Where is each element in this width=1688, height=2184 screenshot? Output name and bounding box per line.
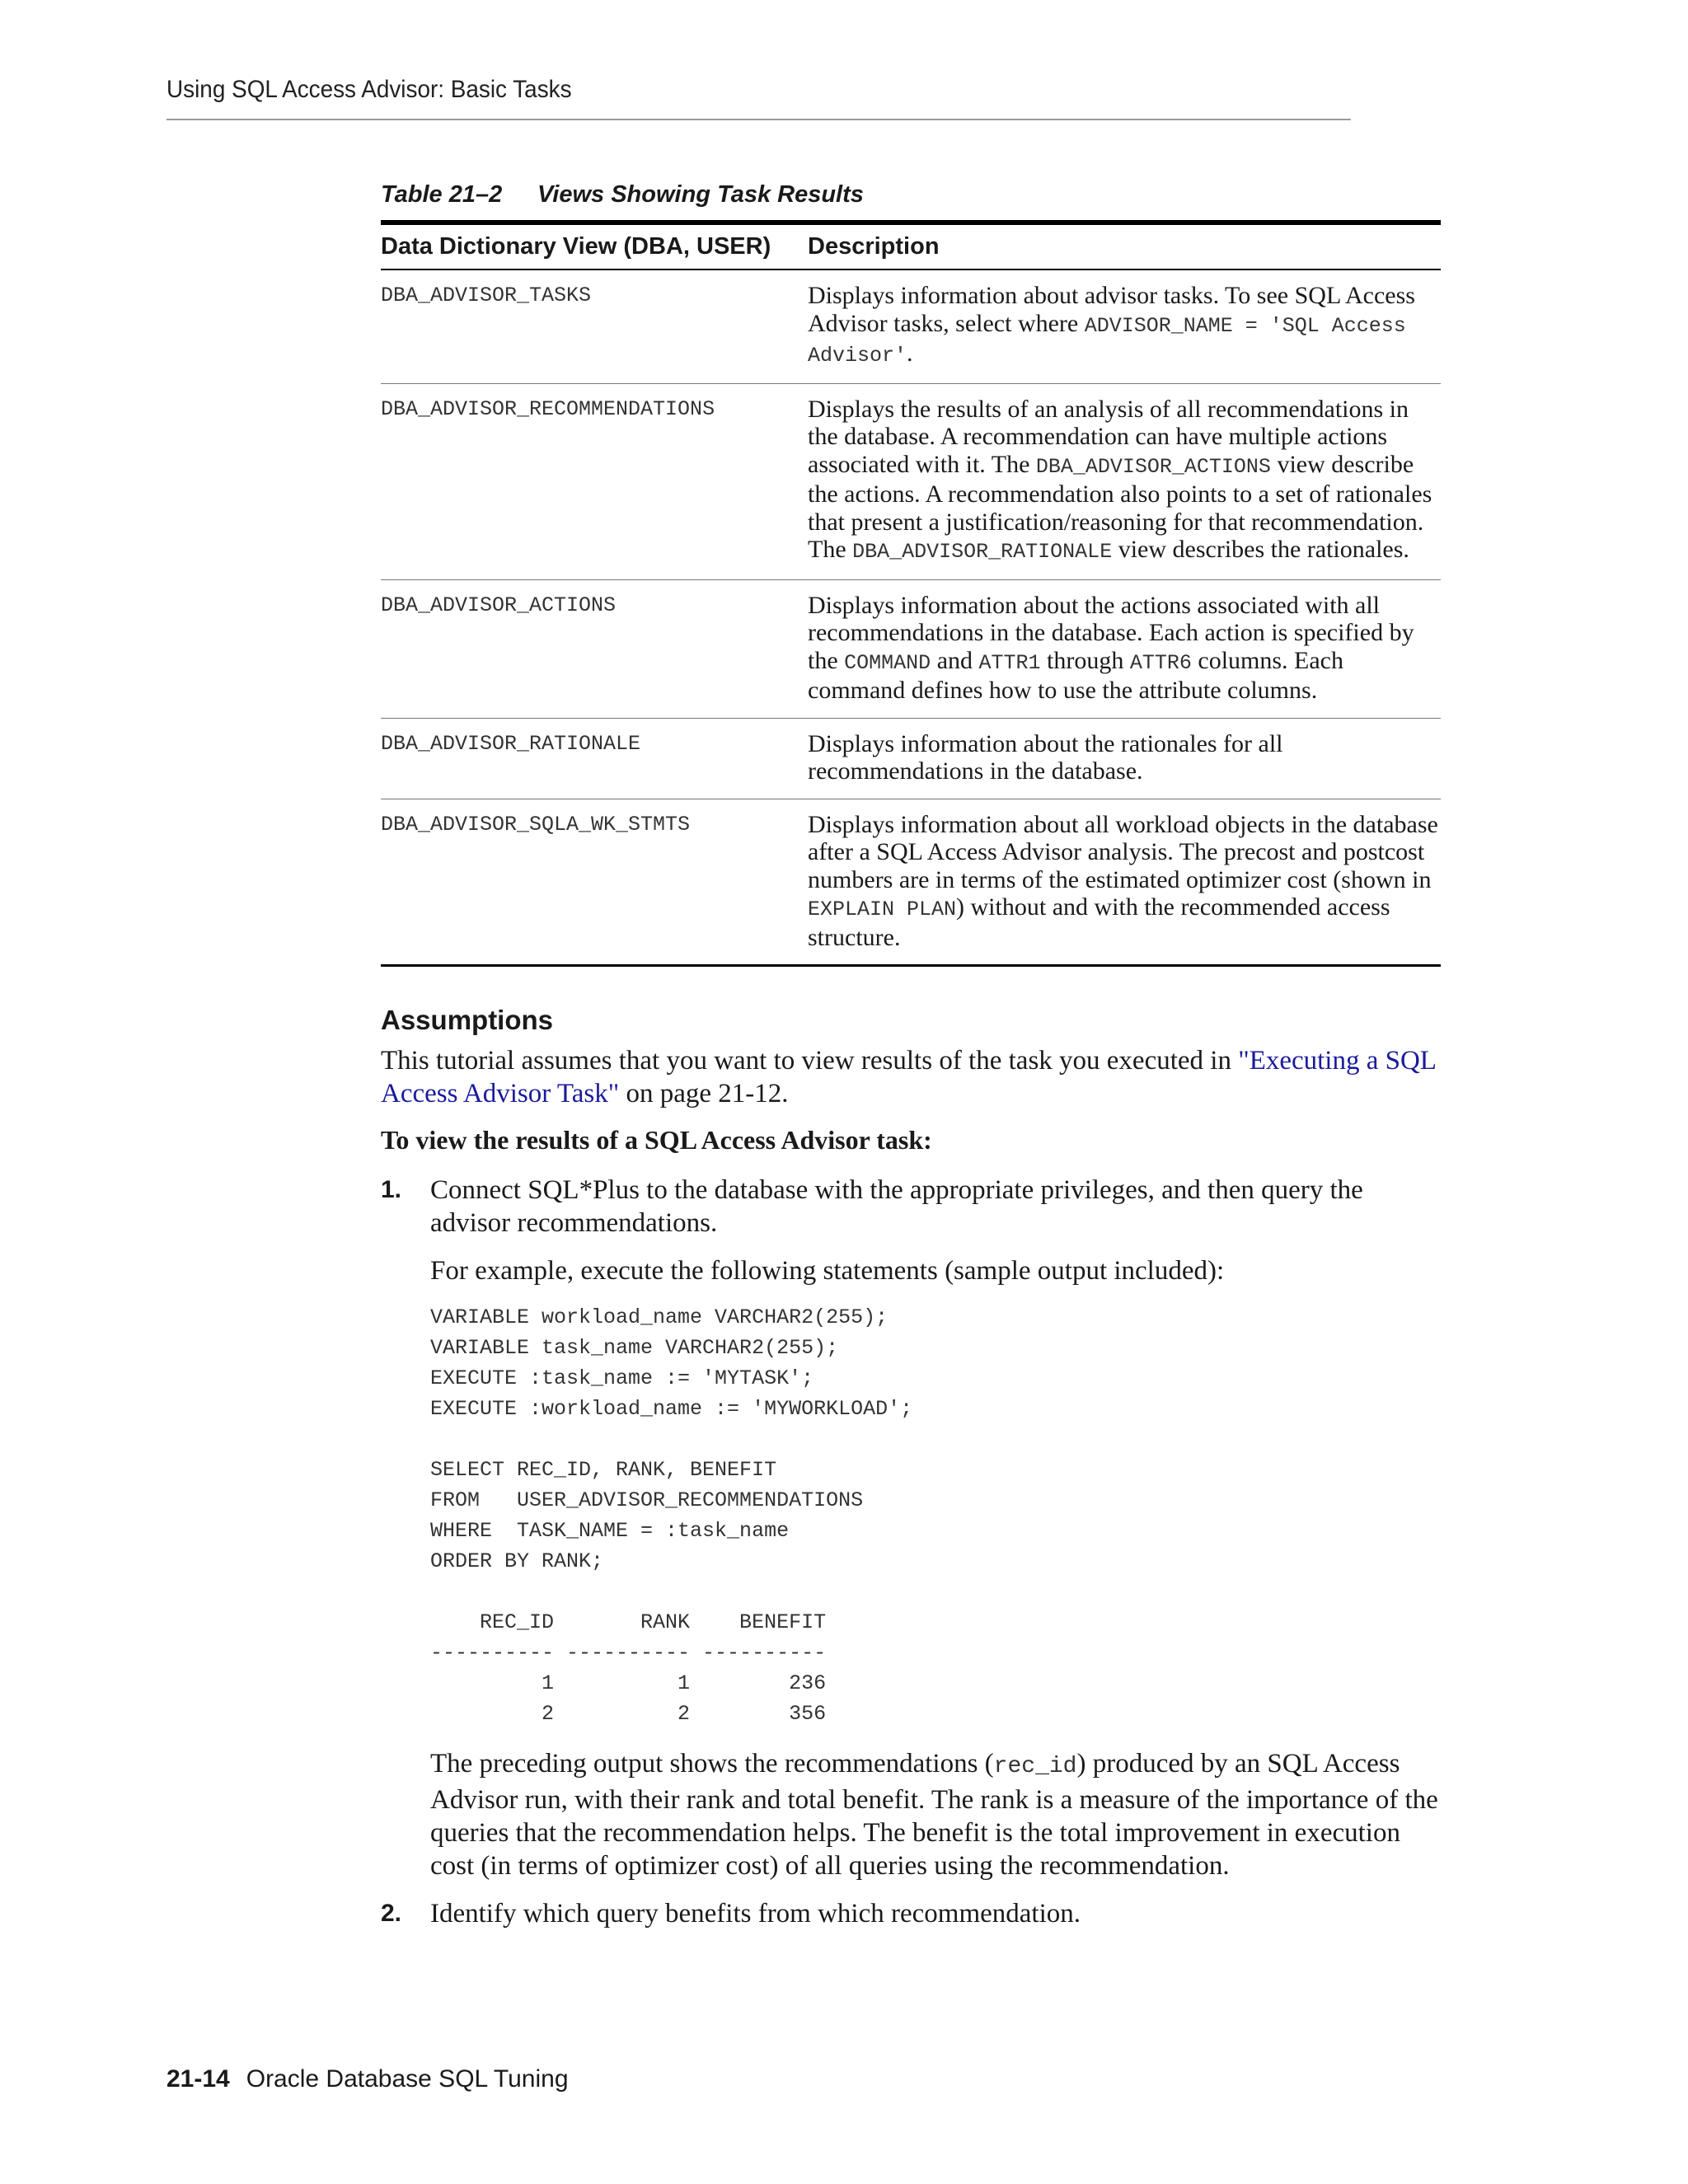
assumptions-paragraph — [381, 1044, 1441, 1110]
explanation-text: The preceding output shows the recommendations ( — [430, 1749, 994, 1779]
output-explanation — [430, 1747, 1441, 1882]
explanation-text: ) produced by an SQL Access Advisor run, with their rank and total benefit. The rank is a measure of the importance of the queries that the recommendation helps. The benefit is the total improvement in execution cost (in terms of optimizer cost) of all queries using the recommendation. — [430, 1749, 1438, 1881]
view-name: DBA_ADVISOR_SQLA_WK_STMTS — [381, 812, 691, 837]
desc-code: ATTR6 — [1129, 650, 1192, 675]
assumptions-heading: Assumptions — [381, 1005, 554, 1035]
view-name: DBA_ADVISOR_TASKS — [381, 269, 808, 383]
table-row — [381, 718, 1441, 799]
view-name: DBA_ADVISOR_RATIONALE — [381, 718, 808, 799]
running-footer — [166, 2065, 569, 2093]
column-header-description: Description — [808, 223, 1441, 269]
desc-code: ADVISOR_NAME = 'SQL Access Advisor' — [808, 313, 1406, 368]
desc-code: EXPLAIN PLAN — [808, 898, 957, 921]
procedure-title: To view the results of a SQL Access Advisor task: — [381, 1125, 932, 1155]
running-header: Using SQL Access Advisor: Basic Tasks — [166, 76, 1351, 120]
inline-code: rec_id — [993, 1754, 1077, 1779]
desc-text: Displays the results of an analysis of all recommendations in the database. A recommendation can have multiple actions associated with it. The — [808, 395, 1409, 478]
desc-text: . — [907, 340, 913, 367]
assumptions-text: This tutorial assumes that you want to view results of the task you executed in — [381, 1046, 1239, 1076]
assumptions-text: on page 21-12. — [619, 1079, 789, 1108]
table-number: Table 21–2 — [381, 181, 503, 208]
table-row — [381, 383, 1441, 579]
desc-text: Displays information about all workload objects in the database after a SQL Access Advisor analysis. The precost and postcost numbers are in terms of the estimated optimizer cost (shown in — [808, 810, 1438, 893]
views-table — [381, 220, 1441, 967]
page-content — [381, 181, 1441, 1945]
step-number: 1. — [381, 1176, 402, 1203]
view-description — [808, 269, 1441, 383]
desc-text: and — [931, 646, 979, 674]
column-header-view: Data Dictionary View (DBA, USER) — [381, 223, 808, 269]
page-number: 21-14 — [166, 2065, 230, 2093]
table-row — [381, 269, 1441, 383]
step-text: Connect SQL*Plus to the database with the appropriate privileges, and then query the advisor recommendations. — [430, 1175, 1363, 1238]
example-intro: For example, execute the following statements (sample output included): — [430, 1256, 1225, 1286]
view-description — [808, 579, 1441, 718]
desc-code: DBA_ADVISOR_ACTIONS — [1035, 454, 1271, 479]
view-description — [808, 718, 1441, 799]
table-row — [381, 799, 1441, 966]
desc-text: view describes the rationales. — [1112, 536, 1409, 563]
desc-text: ) without and with the recommended access structure. — [808, 893, 1390, 951]
desc-text: view describe the actions. A recommendation also points to a set of rationales that present a justification/reasoning for that recommendation. The — [808, 450, 1432, 563]
desc-code: DBA_ADVISOR_RATIONALE — [852, 540, 1113, 564]
step-text: Identify which query benefits from which recommendation. — [430, 1899, 1081, 1929]
step-1 — [381, 1174, 1441, 1240]
view-name: DBA_ADVISOR_RECOMMENDATIONS — [381, 383, 808, 579]
table-caption — [381, 181, 1441, 209]
code-example: VARIABLE workload_name VARCHAR2(255); VARIABLE task_name VARCHAR2(255); EXECUTE :task_name := 'MYTASK'; EXECUTE :workload_name := 'MYWORKLOAD'; SELECT REC_ID, RANK, BENEFIT FROM USER_ADVISOR_RECOMMENDATIONS WHERE TASK_NAME = :task_name ORDER BY RANK; REC_ID RANK BENEFIT ---------- ---------- ---------- 1 1 236 2 2 356 — [430, 1305, 913, 1726]
desc-text: through — [1040, 646, 1130, 674]
table-title: Views Showing Task Results — [537, 181, 864, 208]
desc-text: columns. Each command defines how to use the attribute columns. — [808, 646, 1343, 704]
step-number: 2. — [381, 1900, 402, 1927]
view-name: DBA_ADVISOR_ACTIONS — [381, 579, 808, 718]
book-title: Oracle Database SQL Tuning — [246, 2065, 569, 2093]
view-description — [808, 799, 1441, 966]
desc-code: ATTR1 — [978, 650, 1041, 675]
view-description — [808, 383, 1441, 579]
desc-code: COMMAND — [844, 650, 931, 675]
desc-text: Displays information about advisor tasks. To see SQL Access Advisor tasks, select where — [808, 282, 1415, 337]
table-row — [381, 579, 1441, 718]
step-2 — [381, 1897, 1441, 1930]
desc-text: Displays information about the actions associated with all recommendations in the database. Each action is specified by the — [808, 591, 1414, 674]
table-header-row — [381, 223, 1441, 269]
cross-reference-link[interactable]: "Executing a SQL Access Advisor Task" — [381, 1046, 1436, 1108]
desc-text: Displays information about the rationales for all recommendations in the database. — [808, 729, 1283, 785]
